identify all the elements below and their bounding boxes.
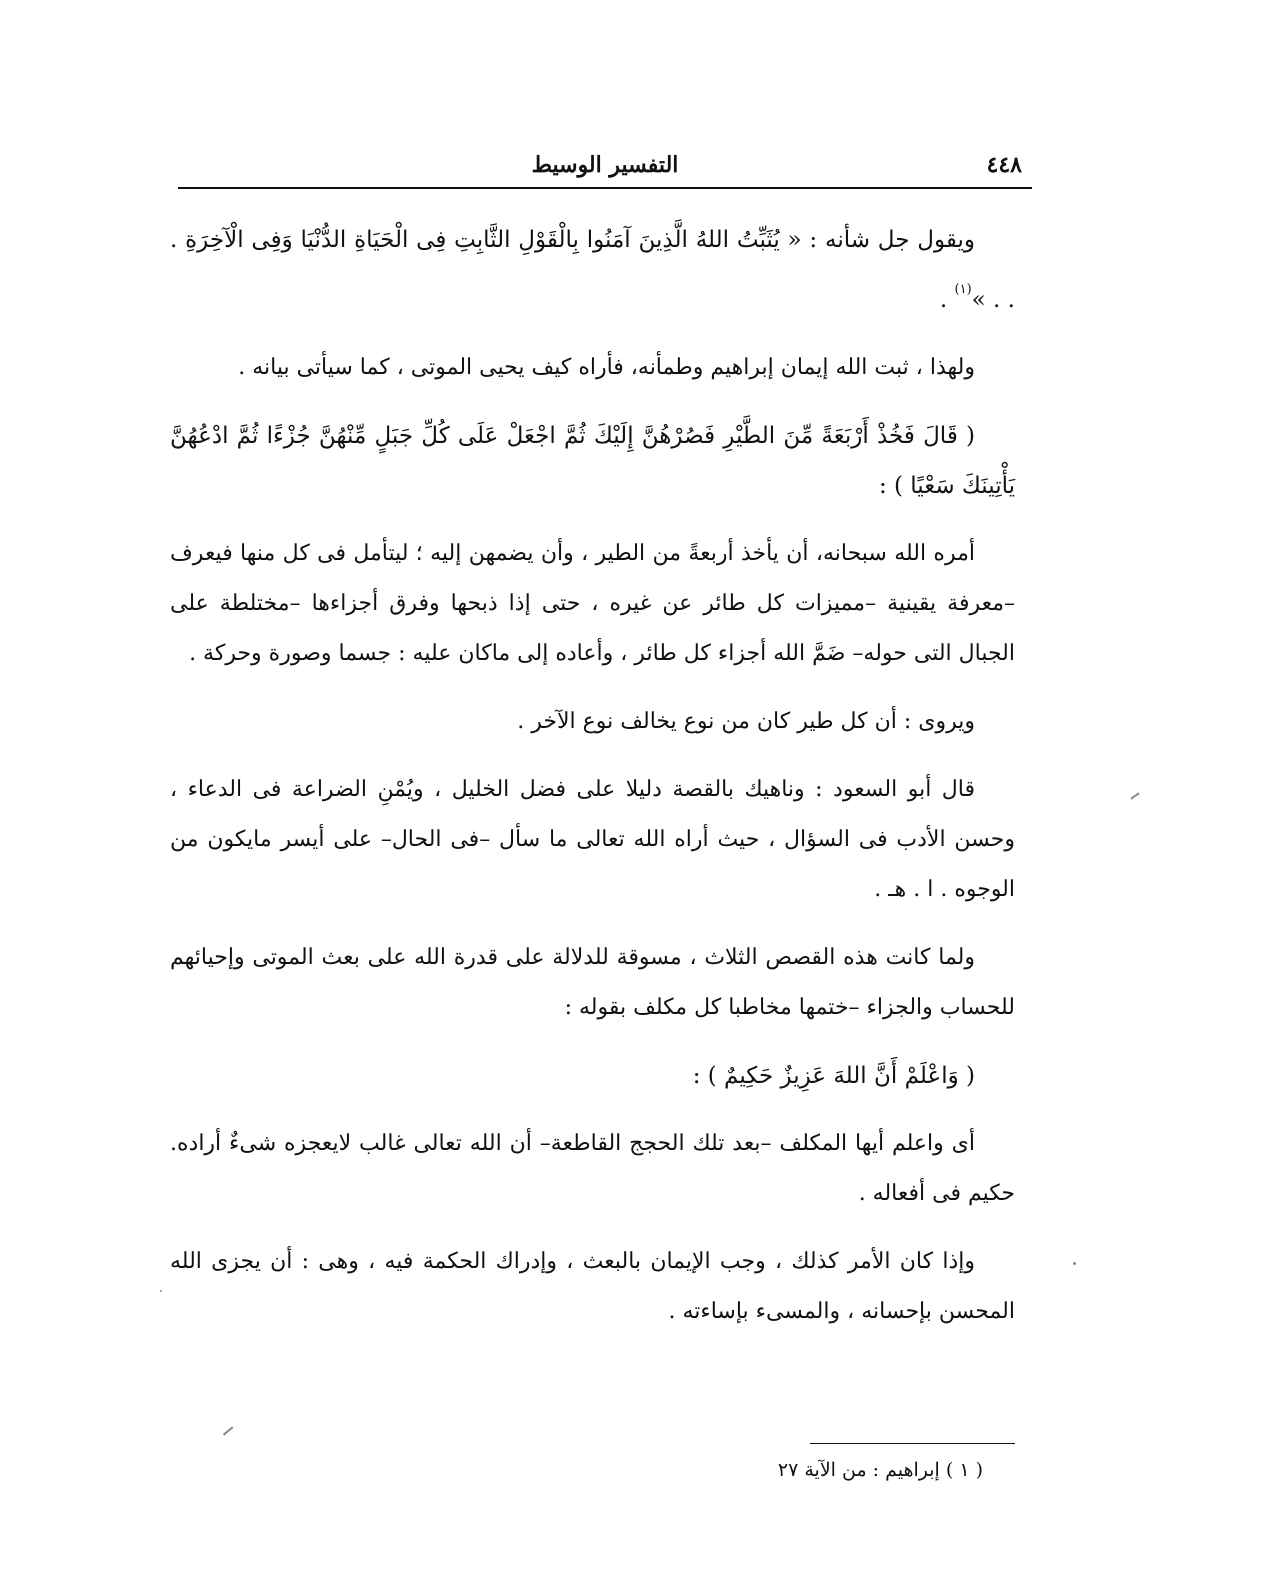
footnote: ( ١ ) إبراهيم : من الآية ٢٧ [777, 1459, 983, 1481]
paragraph: قال أبو السعود : وناهيك بالقصة دليلا على فضل الخليل ، ويُمْنِ الضراعة فى الدعاء ، وحسن الأدب فى السؤال ، حيث أراه الله تعالى ما سأل –فى الحال– على أيسر مايكون من الوجوه . ا . هـ . [170, 777, 1015, 902]
page-number: ٤٤٨ [986, 152, 1022, 178]
paragraph: وإذا كان الأمر كذلك ، وجب الإيمان بالبعث ، وإدراك الحكمة فيه ، وهى : أن يجزى الله المحسن بإحسانه ، والمسىء بإساءته . [170, 1249, 1015, 1324]
running-title: التفسير الوسيط [531, 152, 679, 178]
paragraph-text: ويقول جل شأنه : « يُثَبِّتُ اللهُ الَّذِينَ آمَنُوا بِالْقَوْلِ الثَّابِتِ فِى الْحَيَاةِ الدُّنْيَا وَفِى الْآخِرَةِ . . . » [170, 227, 1015, 313]
footnote-rule [810, 1443, 1015, 1444]
paragraph: أمره الله سبحانه، أن يأخذ أربعةً من الطير ، وأن يضمهن إليه ؛ ليتأمل فى كل منها فيعرف –معرفة يقينية –مميزات كل طائر عن غيره ، حتى إذا ذبحها وفرق أجزاءها –مختلطة على الجبال التى حوله– ضَمَّ الله أجزاء كل طائر ، وأعاده إلى ماكان عليه : جسما وصورة وحركة . [170, 541, 1015, 666]
paragraph: أى واعلم أيها المكلف –بعد تلك الحجج القاطعة– أن الله تعالى غالب لايعجزه شىءٌ أراده. حكيم فى أفعاله . [170, 1131, 1015, 1206]
scan-speck [1073, 1262, 1076, 1265]
paragraph: ولما كانت هذه القصص الثلاث ، مسوقة للدلالة على قدرة الله على بعث الموتى وإحيائهم للحساب والجزاء –ختمها مخاطبا كل مكلف بقوله : [170, 945, 1015, 1020]
footnote-reference: (١) [954, 282, 972, 297]
paragraph: ويروى : أن كل طير كان من نوع يخالف نوع الآخر . [517, 709, 975, 734]
scan-speck [223, 1426, 233, 1435]
running-header [180, 150, 1030, 184]
paragraph: ولهذا ، ثبت الله إيمان إبراهيم وطمأنه، فأراه كيف يحيى الموتى ، كما سيأتى بيانه . [238, 355, 975, 380]
body-text [170, 215, 1015, 1351]
scan-speck [1130, 792, 1139, 799]
paragraph-end: . [939, 287, 955, 313]
paragraph [170, 215, 1015, 325]
header-rule [178, 187, 1032, 189]
verse-paragraph: ( قَالَ فَخُذْ أَرْبَعَةً مِّنَ الطَّيْرِ فَصُرْهُنَّ إِلَيْكَ ثُمَّ اجْعَلْ عَلَى كُلِّ جَبَلٍ مِّنْهُنَّ جُزْءًا ثُمَّ ادْعُهُنَّ يَأْتِينَكَ سَعْيًا ) : [170, 423, 1015, 499]
verse-paragraph: ( وَاعْلَمْ أَنَّ اللهَ عَزِيزٌ حَكِيمٌ ) : [692, 1063, 975, 1089]
scan-speck [160, 1290, 162, 1292]
